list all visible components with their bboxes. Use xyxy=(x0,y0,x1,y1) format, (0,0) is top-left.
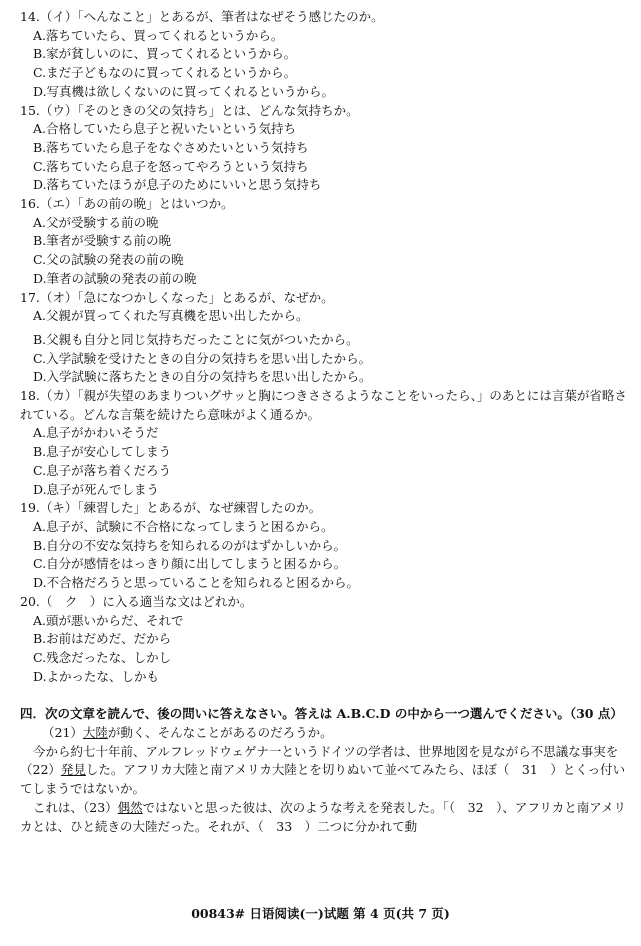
option-b: B.父親も自分と同じ気持ちだったことに気がついたから。 xyxy=(33,331,359,347)
option-c: C.入学試験を受けたときの自分の気持ちを思い出したから。 xyxy=(33,350,372,366)
option-c: C.息子が落ち着くだろう xyxy=(33,462,172,478)
paragraph-text: が動く、そんなことがあるのだろうか。 xyxy=(107,725,333,741)
option-c: C.落ちていたら息子を怒ってやろうという気持ち xyxy=(33,158,309,174)
option-d: D.写真機は欲しくないのに買ってくれるというから。 xyxy=(33,83,335,99)
option-a: A.息子が、試験に不合格になってしまうと困るから。 xyxy=(33,518,334,534)
option-c: C.まだ子どもなのに買ってくれるというから。 xyxy=(33,65,297,81)
option-b: B.落ちていたら息子をなぐさめたいという気持ち xyxy=(33,139,309,155)
paragraph-text: ではないと思った彼は、次のような考えを発表した。「（ 32 ）、アフリカと南アメリカとは、ひと続きの大陸だった。それが、（ 33 ）二つに分かれて動 xyxy=(20,799,626,834)
option-d: D.落ちていたほうが息子のためにいいと思う気持ち xyxy=(33,177,322,193)
option-d: D.入学試験に落ちたときの自分の気持ちを思い出したから。 xyxy=(33,369,372,385)
reading-section xyxy=(20,705,629,836)
paragraph-text: これは、（23） xyxy=(33,799,118,815)
option-b: B.自分の不安な気持ちを知られるのがはずかしいから。 xyxy=(33,537,347,553)
page-footer: 00843# 日语阅读(一)试题 第 4 页(共 7 页) xyxy=(191,906,450,921)
underlined-word: 大陸 xyxy=(82,725,108,741)
option-a: A.合格していたら息子と祝いたいという気持ち xyxy=(33,121,297,137)
question-title: 16.（エ）「あの前の晩」とはいつか。 xyxy=(20,196,234,212)
paragraph-2 xyxy=(20,743,629,799)
option-c: C.残念だったな、しかし xyxy=(33,649,172,665)
question-20 xyxy=(20,593,629,687)
question-title: 20.（ ク ）に入る適当な文はどれか。 xyxy=(20,593,253,609)
option-d: D.よかったな、しかも xyxy=(33,668,160,684)
paragraph-3 xyxy=(20,799,629,836)
option-d: D.筆者の試験の発表の前の晩 xyxy=(33,270,197,286)
option-a: A.父親が買ってくれた写真機を思い出したから。 xyxy=(33,308,309,324)
question-title: 15.（ウ）「そのときの父の気持ち」とは、どんな気持ちか。 xyxy=(20,102,359,118)
option-b: B.筆者が受験する前の晩 xyxy=(33,233,172,249)
option-a: A.落ちていたら、買ってくれるというから。 xyxy=(33,27,284,43)
option-b: B.お前はだめだ、だから xyxy=(33,631,172,647)
paragraph-text: した。アフリカ大陸と南アメリカ大陸とを切りぬいて並べてみたら、ほぼ（ 31 ）とくっ付いてしまうではないか。 xyxy=(20,762,626,797)
option-d: D.息子が死んでしまう xyxy=(33,481,160,497)
paragraph-1 xyxy=(20,724,629,743)
question-title: 14.（イ）「へんなこと」とあるが、筆者はなぜそう感じたのか。 xyxy=(20,9,384,24)
option-b: B.家が貧しいのに、買ってくれるというから。 xyxy=(33,46,297,62)
question-18 xyxy=(20,387,629,499)
question-title: 19.（キ）「練習した」とあるが、なぜ練習したのか。 xyxy=(20,500,322,516)
option-a: A.息子がかわいそうだ xyxy=(33,425,159,441)
question-16 xyxy=(20,195,629,289)
question-19 xyxy=(20,499,629,593)
option-c: C.父の試験の発表の前の晩 xyxy=(33,252,184,268)
question-title: 17.（オ）「急になつかしくなった」とあるが、なぜか。 xyxy=(20,289,334,305)
section-heading: 四．次の文章を読んで、後の問いに答えなさい。答えは A.B.C.D の中から一つ選んでください。（30 点） xyxy=(20,706,623,722)
option-c: C.自分が感情をはっきり顔に出してしまうと困るから。 xyxy=(33,556,347,572)
question-list xyxy=(20,8,629,686)
underlined-word: 発見 xyxy=(60,762,86,778)
option-a: A.父が受験する前の晩 xyxy=(33,214,159,230)
underlined-word: 偶然 xyxy=(117,799,143,815)
option-d: D.不合格だろうと思っていることを知られると困るから。 xyxy=(33,575,360,591)
option-a: A.頭が悪いからだ、それで xyxy=(33,612,184,628)
paragraph-text: 今から約七十年前、アルフレッドウェゲナ一というドイツの学者は、世界地図を見ながら不思議な事実を（22） xyxy=(20,743,619,778)
question-title: 18.（カ）「親が失望のあまりついグサッと胸につきささるようなことをいったら、」のあとには言葉が省略されている。どんな言葉を続けたら意味がよく通るか。 xyxy=(20,388,627,422)
section-spacer xyxy=(20,686,629,705)
question-15 xyxy=(20,102,629,196)
question-17 xyxy=(20,289,629,388)
blank-number: （21） xyxy=(42,725,83,741)
option-b: B.息子が安心してしまう xyxy=(33,444,172,460)
question-14 xyxy=(20,8,629,102)
